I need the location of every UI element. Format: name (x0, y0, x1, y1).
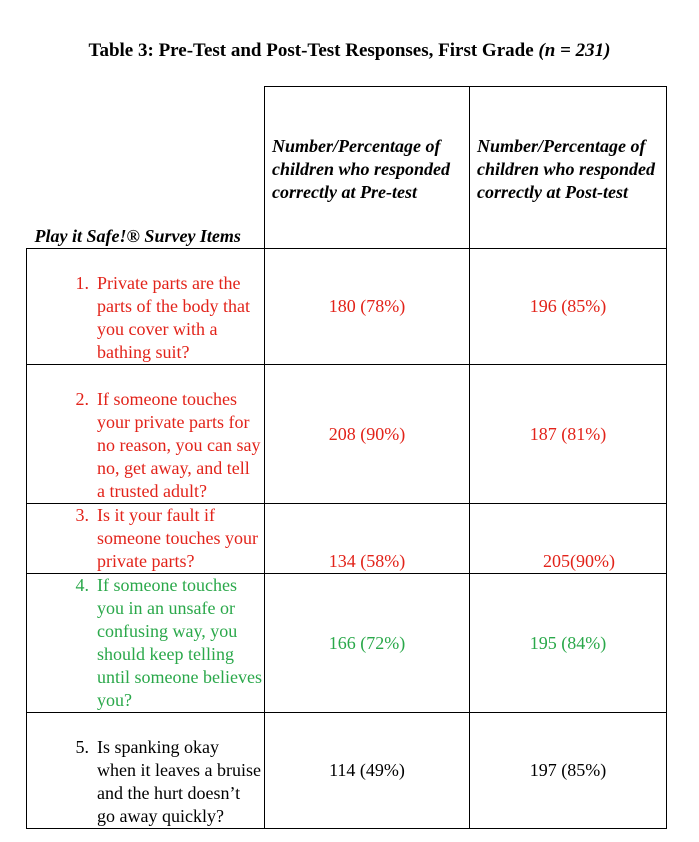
table-title-text: Table 3: Pre-Test and Post-Test Responses, First Grade (88, 40, 534, 61)
question-cell (27, 249, 265, 365)
question-number: 1. (75, 273, 89, 293)
table-row (27, 365, 667, 504)
table-row (27, 574, 667, 713)
post-test-value: 196 (85%) (470, 249, 667, 365)
post-test-value: 205(90%) (470, 504, 667, 574)
question-text: If someone touches you in an unsafe or confusing way, you should keep telling until someone believes you? (97, 575, 262, 710)
question-number: 5. (75, 737, 89, 757)
post-test-value: 197 (85%) (470, 713, 667, 829)
sample-size: (n = 231) (538, 40, 611, 61)
question-text: Is spanking okay when it leaves a bruise and the hurt doesn’t go away quickly? (97, 737, 261, 826)
question-cell (27, 365, 265, 504)
question-number: 2. (75, 389, 89, 409)
header-row (27, 87, 667, 249)
question-cell (27, 574, 265, 713)
pre-test-value: 208 (90%) (265, 365, 470, 504)
table-title (0, 40, 699, 62)
question-cell (27, 713, 265, 829)
post-test-value: 195 (84%) (470, 574, 667, 713)
table-row (27, 713, 667, 829)
question-cell (27, 504, 265, 574)
pre-test-value: 114 (49%) (265, 713, 470, 829)
question-text: Private parts are the parts of the body that you cover with a bathing suit? (97, 273, 250, 362)
pre-test-value: 180 (78%) (265, 249, 470, 365)
table-row (27, 249, 667, 365)
post-test-value: 187 (81%) (470, 365, 667, 504)
header-pre-test: Number/Percentage of children who responded correctly at Pre-test (265, 87, 470, 249)
header-post-test: Number/Percentage of children who responded correctly at Post-test (470, 87, 667, 249)
question-number: 3. (75, 505, 89, 525)
table-row (27, 504, 667, 574)
question-text: If someone touches your private parts for no reason, you can say no, get away, and tell a trusted adult? (97, 389, 261, 501)
survey-results-table (26, 86, 667, 829)
header-survey-items: Play it Safe!® Survey Items (27, 87, 265, 249)
question-number: 4. (75, 575, 89, 595)
pre-test-value: 134 (58%) (265, 504, 470, 574)
pre-test-value: 166 (72%) (265, 574, 470, 713)
question-text: Is it your fault if someone touches your private parts? (97, 505, 258, 571)
